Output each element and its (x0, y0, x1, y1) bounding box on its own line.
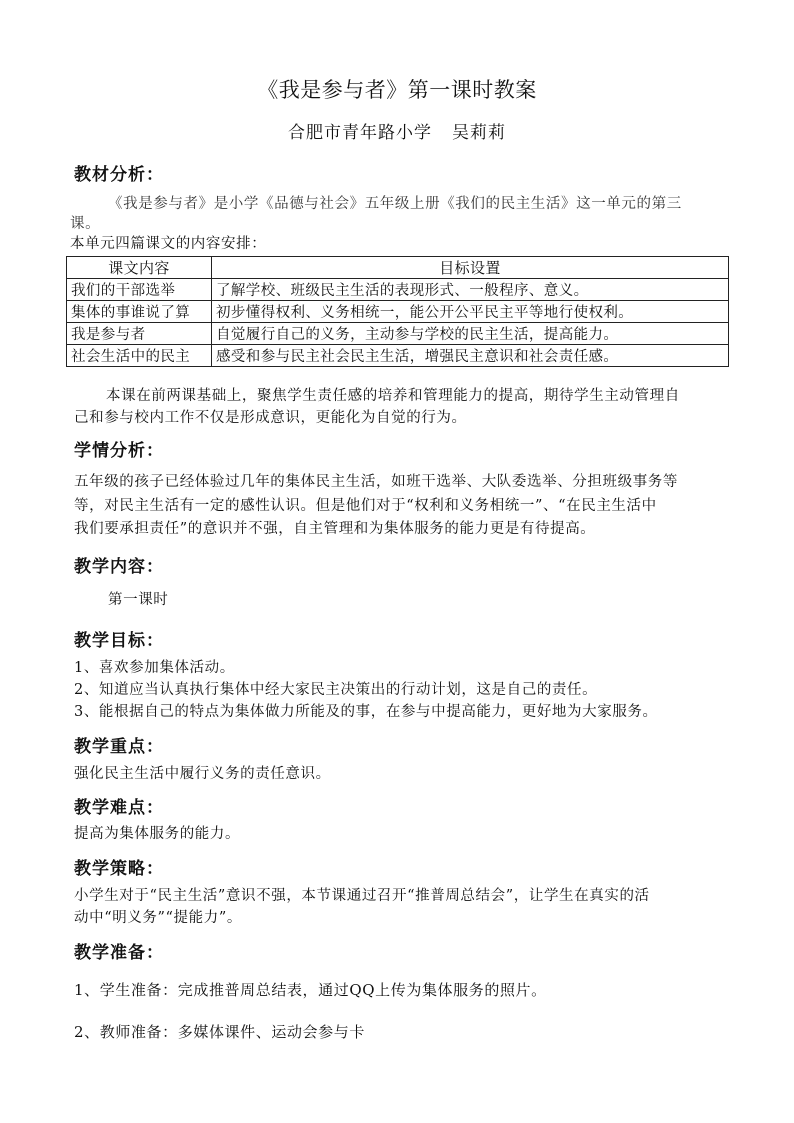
key-points-text: 强化民主生活中履行义务的责任意识。 (74, 766, 331, 782)
preparation-item: 2、教师准备：多媒体课件、运动会参与卡 (74, 1023, 365, 1041)
table-cell-goal: 了解学校、班级民主生活的表现形式、一般程序、意义。 (212, 279, 729, 301)
heading-difficulties: 教学难点： (74, 798, 164, 818)
strategy-line2: 动中“明义务”“提能力”。 (74, 910, 242, 926)
difficulties-text: 提高为集体服务的能力。 (74, 826, 241, 842)
heading-teaching-content: 教学内容： (74, 557, 164, 577)
analysis-intro-line2: 课。 (70, 216, 101, 232)
table-cell-lesson: 社会生活中的民主 (67, 345, 212, 367)
table-row (67, 279, 729, 301)
document-title: 《我是参与者》第一课时教案 (257, 78, 537, 102)
goal-item: 2、知道应当认真执行集体中经大家民主决策出的行动计划，这是自己的责任。 (74, 682, 598, 698)
heading-teaching-goals: 教学目标： (74, 631, 164, 651)
heading-strategy: 教学策略： (74, 859, 164, 879)
table-cell-goal: 感受和参与民主社会民主生活，增强民主意识和社会责任感。 (212, 345, 729, 367)
heading-key-points: 教学重点： (74, 737, 164, 757)
students-line3: 我们要承担责任”的意识并不强，自主管理和为集体服务的能力更是有待提高。 (74, 521, 596, 537)
unit-lesson-table (66, 256, 729, 367)
table-header-row (67, 257, 729, 279)
table-header-goal: 目标设置 (212, 257, 729, 279)
author-name: 吴莉莉 (452, 123, 506, 143)
analysis-summary-line1: 本课在前两课基础上，聚焦学生责任感的培养和管理能力的提高，期待学生主动管理自 (106, 388, 680, 404)
table-cell-lesson: 集体的事谁说了算 (67, 301, 212, 323)
preparation-item: 1、学生准备：完成推普周总结表，通过QQ上传为集体服务的照片。 (74, 981, 547, 999)
table-header-lesson: 课文内容 (67, 257, 212, 279)
table-row (67, 323, 729, 345)
analysis-arrangement: 本单元四篇课文的内容安排： (70, 236, 267, 252)
table-cell-lesson: 我们的干部选举 (67, 279, 212, 301)
table-cell-goal: 初步懂得权利、义务相统一，能公开公平民主平等地行使权利。 (212, 301, 729, 323)
author-line (0, 118, 794, 143)
heading-student-analysis: 学情分析： (74, 441, 164, 461)
goal-item: 3、能根据自己的特点为集体做力所能及的事，在参与中提高能力，更好地为大家服务。 (74, 704, 658, 720)
table-cell-lesson: 我是参与者 (67, 323, 212, 345)
analysis-summary-line2: 己和参与校内工作不仅是形成意识，更能化为自觉的行为。 (74, 410, 467, 426)
students-line2: 等，对民主生活有一定的感性认识。但是他们对于“权利和义务相统一”、“在民主生活中 (74, 498, 657, 514)
goal-item: 1、喜欢参加集体活动。 (74, 660, 235, 676)
author-school: 合肥市青年路小学 (288, 123, 432, 143)
heading-preparation: 教学准备： (74, 943, 164, 963)
heading-material-analysis: 教材分析： (74, 165, 164, 185)
teaching-content-text: 第一课时 (108, 592, 169, 608)
table-cell-goal: 自觉履行自己的义务，主动参与学校的民主生活，提高能力。 (212, 323, 729, 345)
strategy-line1: 小学生对于“民主生活”意识不强，本节课通过召开“推普周总结会”，让学生在真实的活 (74, 888, 650, 904)
table-row (67, 301, 729, 323)
analysis-intro-line1: 《我是参与者》是小学《品德与社会》五年级上册《我们的民主生活》这一单元的第三 (108, 196, 682, 212)
students-line1: 五年级的孩子已经体验过几年的集体民主生活，如班干选举、大队委选举、分担班级事务等 (74, 474, 678, 490)
table-row (67, 345, 729, 367)
